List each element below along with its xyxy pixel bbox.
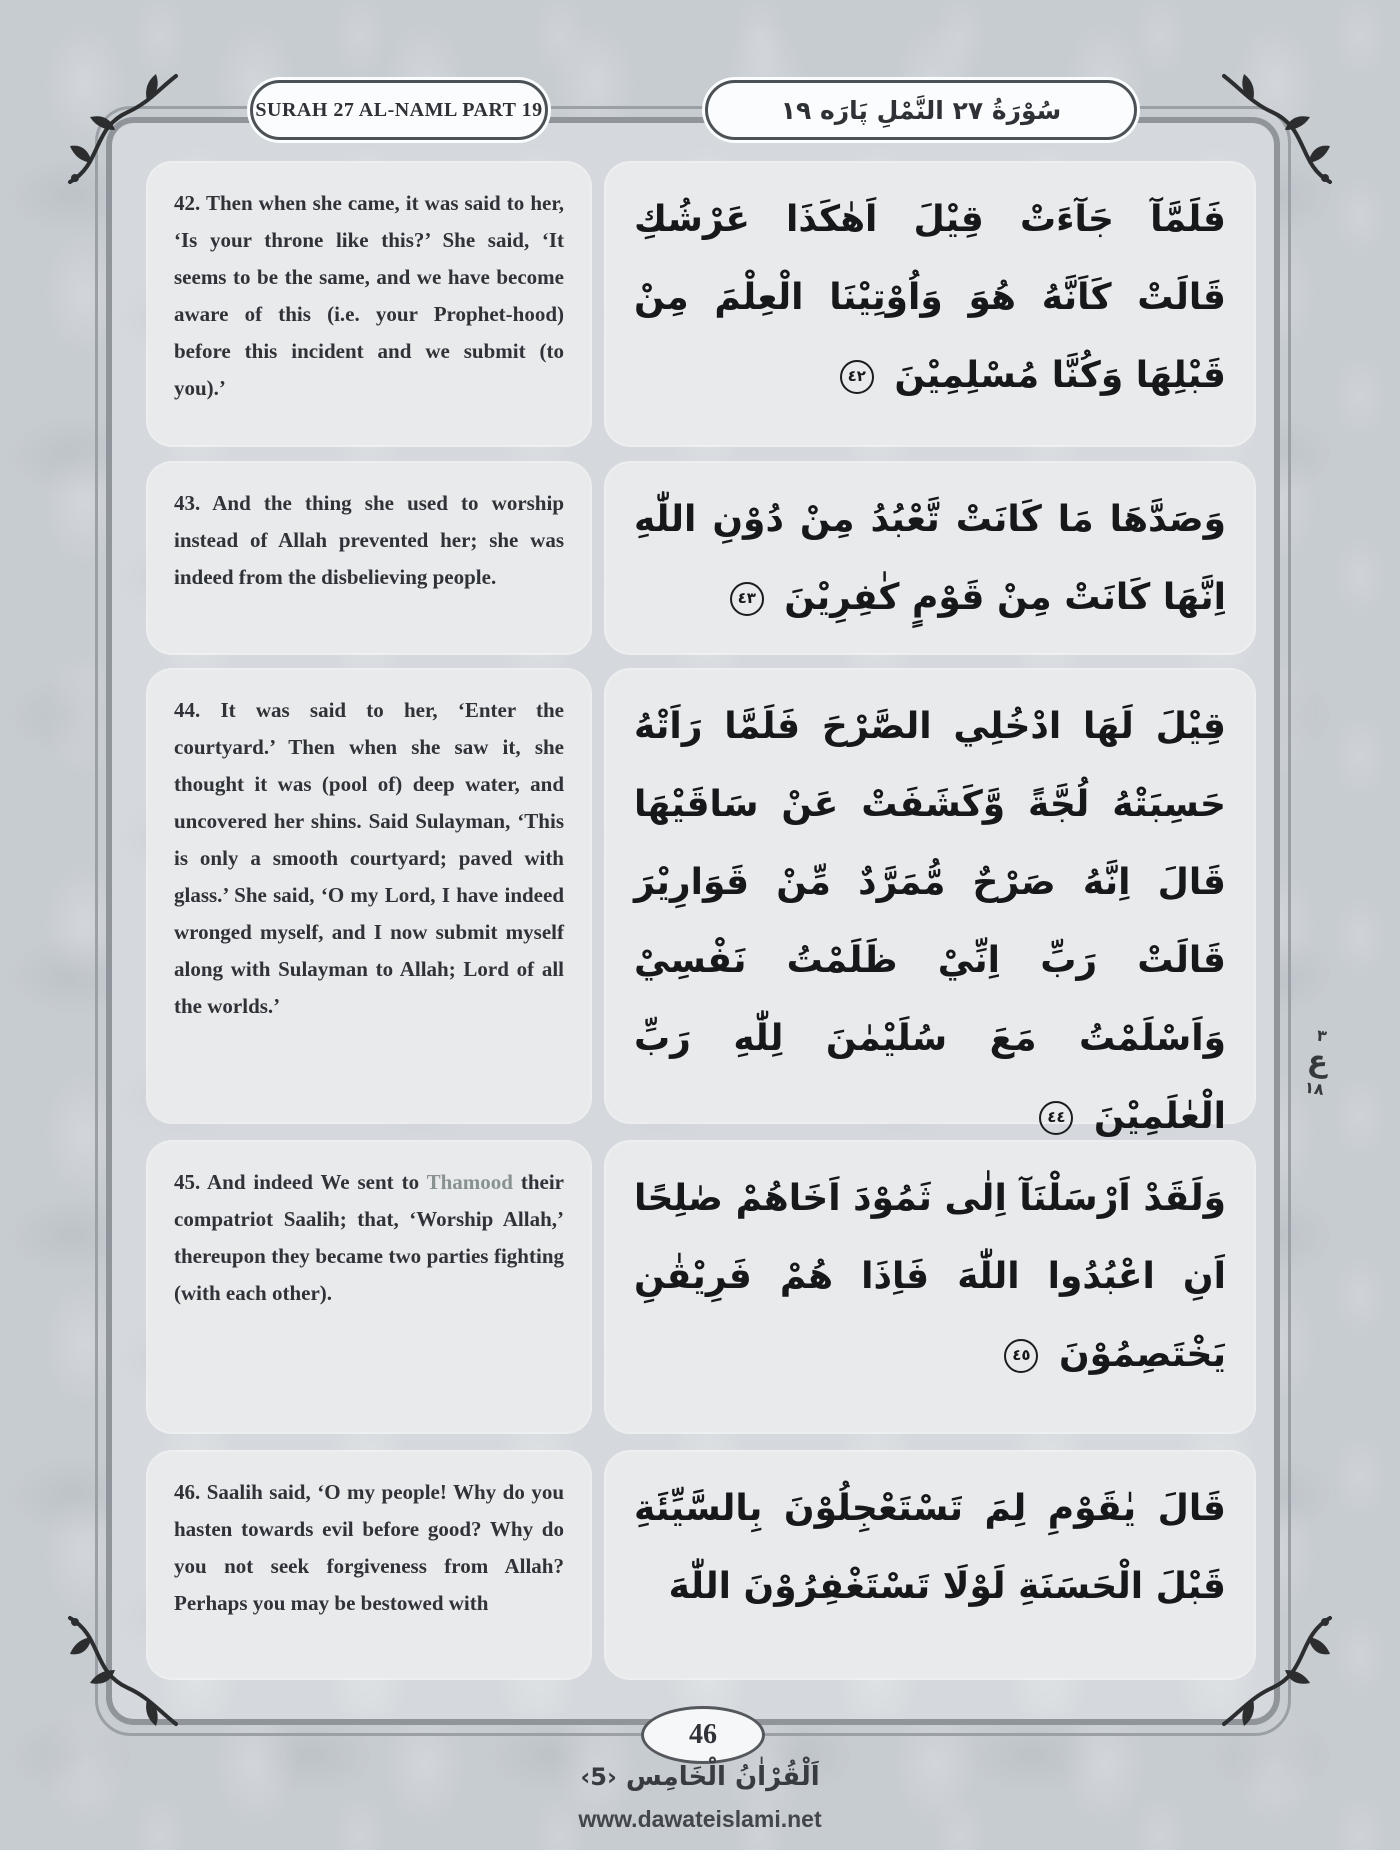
footer-website xyxy=(0,1806,1400,1833)
verse-row-42 xyxy=(148,163,1254,445)
verse-number: 46. xyxy=(174,1480,201,1504)
footer-part-number-ornament: ‹5› xyxy=(580,1763,617,1791)
verse-45-english-text xyxy=(148,1142,590,1334)
verse-46-english-panel xyxy=(148,1452,590,1678)
ruku-count: ٣ xyxy=(1315,1025,1328,1046)
footer-part-number: 5 xyxy=(590,1763,607,1791)
verse-42-english-text xyxy=(148,163,590,429)
page-number: 46 xyxy=(689,1719,717,1750)
verse-row-45 xyxy=(148,1142,1254,1432)
ayah-end-marker: ٤٥ xyxy=(1004,1339,1038,1373)
arabic-words: قَالَ يٰقَوْمِ لِمَ تَسْتَعْجِلُوْنَ بِالسَّيِّئَةِ قَبْلَ الْحَسَنَةِ لَوْلَا تَسْتَغْفِرُوْنَ اللّٰهَ xyxy=(634,1488,1226,1607)
header-surah-title-english xyxy=(250,80,548,140)
verse-44-arabic-text xyxy=(606,670,1254,1174)
verse-44-arabic-panel xyxy=(606,670,1254,1137)
arabic-words: قِيْلَ لَهَا ادْخُلِي الصَّرْحَ فَلَمَّا رَاَتْهُ حَسِبَتْهُ لُجَّةً وَّكَشَفَتْ عَنْ سَاقَيْهَا قَالَ اِنَّهُ صَرْحٌ مُّمَرَّدٌ مِّنْ قَوَارِيْرَ قَالَتْ رَبِّ اِنِّيْ ظَلَمْتُ نَفْسِيْ وَاَسْلَمْتُ مَعَ سُلَيْمٰنَ لِلّٰهِ رَبِّ الْعٰلَمِيْنَ xyxy=(634,706,1226,1137)
verse-number: 43. xyxy=(174,491,201,515)
ayah-end-marker: ٤٤ xyxy=(1039,1101,1073,1135)
verse-row-43 xyxy=(148,463,1254,653)
page-number-badge xyxy=(641,1706,765,1764)
verse-english-body: And indeed We sent to xyxy=(207,1170,427,1194)
verse-number: 42. xyxy=(174,191,201,215)
verse-english-highlight: Thamood xyxy=(426,1170,513,1194)
corner-flourish-icon xyxy=(60,66,186,192)
verse-43-english-text xyxy=(148,463,590,618)
ayah-end-marker: ٤٣ xyxy=(730,582,764,616)
arabic-words: وَلَقَدْ اَرْسَلْنَآ اِلٰى ثَمُوْدَ اَخَاهُمْ صٰلِحًا اَنِ اعْبُدُوا اللّٰهَ فَاِذَا هُمْ فَرِيْقٰنِ يَخْتَصِمُوْنَ xyxy=(634,1178,1226,1375)
ayah-end-marker: ٤٢ xyxy=(840,360,874,394)
verse-43-english-panel xyxy=(148,463,590,653)
verse-42-arabic-panel xyxy=(606,163,1254,445)
header-surah-title-arabic xyxy=(705,80,1137,140)
verse-row-44 xyxy=(148,670,1254,1137)
verse-46-english-text xyxy=(148,1452,590,1644)
verse-number: 45. xyxy=(174,1170,201,1194)
verse-42-arabic-text xyxy=(606,163,1254,433)
footer-part-label-arabic: اَلْقُرْاٰنُ الْخَامِس xyxy=(625,1762,820,1792)
verse-46-arabic-panel xyxy=(606,1452,1254,1678)
verse-44-english-panel xyxy=(148,670,590,1122)
verse-43-arabic-text xyxy=(606,463,1254,655)
verse-english-body: And the thing she used to worship instead of Allah prevented her; she was indeed from the disbelieving people. xyxy=(174,491,565,589)
verse-46-arabic-text xyxy=(606,1452,1254,1644)
verse-42-english-panel xyxy=(148,163,590,445)
corner-flourish-icon xyxy=(1214,66,1340,192)
arabic-words: وَصَدَّهَا مَا كَانَتْ تَّعْبُدُ مِنْ دُوْنِ اللّٰهِ اِنَّهَا كَانَتْ مِنْ قَوْمٍ كٰفِرِيْنَ xyxy=(634,499,1226,618)
verse-english-body-cont: their compatriot Saalih; that, ‘Worship Allah,’ thereupon they became two parties fighting (with each other). xyxy=(174,1170,564,1305)
verse-english-body: Then when she came, it was said to her, ‘Is your throne like this?’ She said, ‘It seems to be the same, and we have become aware of this (i.e. your Prophet-hood) before this incident and we submit (to you).’ xyxy=(174,191,564,400)
corner-flourish-icon xyxy=(1214,1608,1340,1734)
corner-flourish-icon xyxy=(60,1608,186,1734)
ruku-ayah-count: ١٨ xyxy=(1303,1077,1326,1100)
verse-english-body: Saalih said, ‘O my people! Why do you hasten towards evil before good? Why do you not seek forgiveness from Allah? Perhaps you may be bestowed with xyxy=(174,1480,564,1615)
verse-45-arabic-panel xyxy=(606,1142,1254,1432)
surah-title-arabic-label: سُوْرَةُ ٢٧ النَّمْلِ پَارَه ١٩ xyxy=(780,95,1062,125)
verse-number: 44. xyxy=(174,698,201,722)
verse-row-46 xyxy=(148,1452,1254,1678)
surah-title-english-label: SURAH 27 AL-NAML PART 19 xyxy=(255,98,543,121)
footer-part-label xyxy=(0,1762,1400,1792)
verse-43-arabic-panel xyxy=(606,463,1254,653)
footer-website-text: www.dawateislami.net xyxy=(578,1806,822,1832)
verse-45-arabic-text xyxy=(606,1142,1254,1412)
verse-45-english-panel xyxy=(148,1142,590,1432)
verse-44-english-text xyxy=(148,670,590,1047)
ain-ruku-icon: ع xyxy=(1305,1042,1331,1081)
ruku-margin-marker xyxy=(1286,1023,1349,1102)
verse-english-body: It was said to her, ‘Enter the courtyard.’ Then when she saw it, she thought it was (pool of) deep water, and uncovered her shins. Said Sulayman, ‘This is only a smooth courtyard; paved with glass.’ She said, ‘O my Lord, I have indeed wronged myself, and I now submit myself along with Sulayman to Allah; Lord of all the worlds.’ xyxy=(174,698,564,1018)
arabic-words: فَلَمَّآ جَآءَتْ قِيْلَ اَهٰكَذَا عَرْشُكِ قَالَتْ كَاَنَّهُ هُوَ وَاُوْتِيْنَا الْعِلْمَ مِنْ قَبْلِهَا وَكُنَّا مُسْلِمِيْنَ xyxy=(634,199,1226,396)
